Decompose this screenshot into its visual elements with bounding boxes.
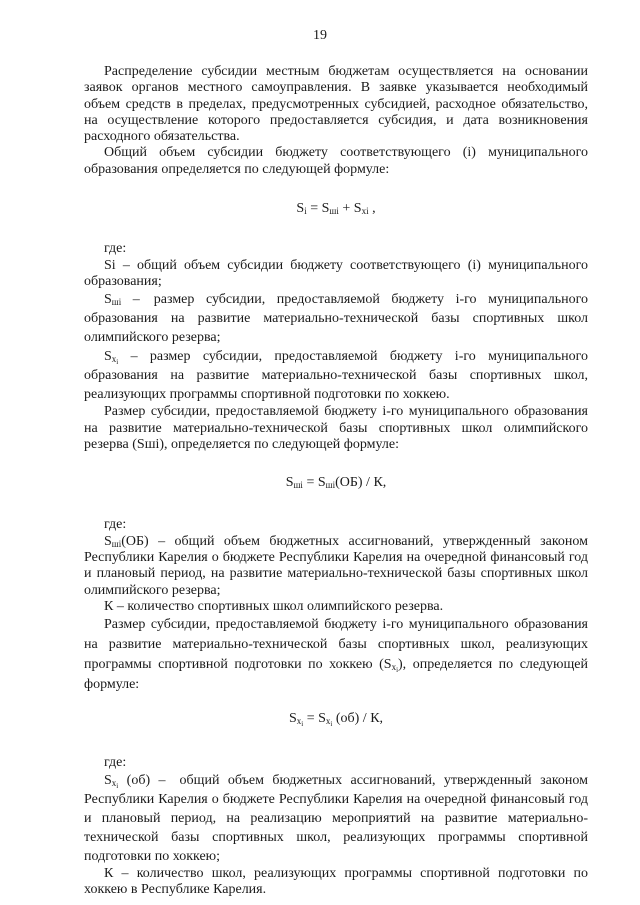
definition-sxi: $S_{x_i}$ – размер субсидии, предоставляемой бюджету i-го муниципального образования на развитие материально-технической базы спортивных школ, реализующих программы спортивной подготовки по хоккею.	[84, 349, 588, 403]
paragraph-hockey: Размер субсидии, предоставляемой бюджету i-го муниципального образования на развитие материально-технической базы спортивных школ, реализующих программы спортивной подготовки по хоккею $(S_{x_i})$, определяется по следующей формуле:	[84, 617, 588, 693]
definition-sshi-ob: $S_{шi}(ОБ)$ – общий объем бюджетных ассигнований, утвержденный законом Республики Карелия о бюджете Республики Карелия на очередной финансовый год и плановый период, на развитие материально-технической базы спортивных школ олимпийского резерва;	[84, 533, 588, 598]
document-body	[84, 64, 588, 898]
formula-hockey: $S_{x_i} = S_{x_i}$ (об) / К,	[288, 711, 384, 729]
definition-sxi-ob: $S_{x_i}$ (об) – общий объем бюджетных ассигнований, утвержденный законом Республики Карелия о бюджете Республики Карелия на очередной финансовый год и плановый период, на реализацию мероприятий на развитие материально-технической базы спортивных школ, реализующих программы спортивной подготовки по хоккею;	[84, 772, 588, 864]
paragraph-total-subsidy: Общий объем субсидии бюджету соответствующего (i) муниципального образования определяется по следующей формуле:	[84, 145, 588, 177]
where-label: где:	[104, 754, 127, 770]
where-label: где:	[104, 517, 127, 533]
paragraph-distribution: Распределение субсидии местным бюджетам осуществляется на основании заявок органов местного самоуправления. В заявке указывается необходимый объем средств в пределах, предусмотренных субсидией, расходное обязательство, на осуществление которого предоставляется субсидия, и дата возникновения расходного обязательства.	[84, 64, 588, 145]
definition-si: Si – общий объем субсидии бюджету соответствующего (i) муниципального образования;	[84, 257, 588, 289]
formula-total-subsidy: $S_i = S_{шi} + S_{xi}$ ,	[296, 201, 376, 217]
where-label: где:	[104, 241, 127, 257]
definition-k-hockey: К – количество школ, реализующих программы спортивной подготовки по хоккею в Республике Карелия.	[84, 865, 588, 898]
definition-sshi: $S_{шi}$ – размер субсидии, предоставляемой бюджету i-го муниципального образования на развитие материально-технической базы спортивных школ олимпийского резерва;	[84, 292, 588, 346]
page-number: 19	[313, 28, 327, 43]
paragraph-olympic-reserve: Размер субсидии, предоставляемой бюджету i-го муниципального образования на развитие материально-технической базы спортивных школ олимпийского резерва (Sшi), определяется по следующей формуле:	[84, 404, 588, 452]
formula-olympic-reserve: $S_{шi} = S_{шi}(ОБ) / К$,	[285, 475, 387, 491]
definition-k-schools: К – количество спортивных школ олимпийского резерва.	[104, 598, 444, 614]
